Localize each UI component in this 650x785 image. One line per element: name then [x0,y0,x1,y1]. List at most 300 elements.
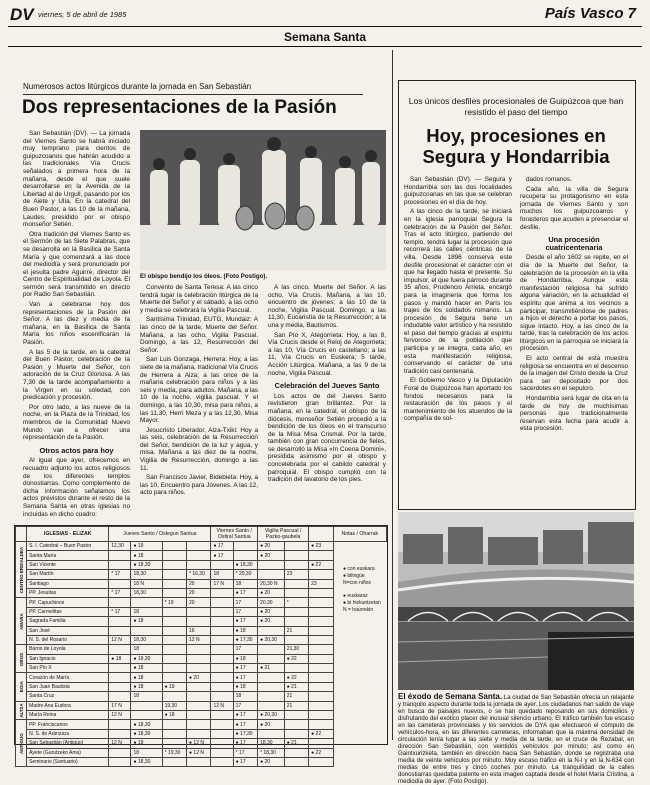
table-row [16,551,387,560]
schedule-cell [211,617,233,626]
church-name: PP. Franciscanos [27,720,109,729]
schedule-cell: ● 19 [131,739,162,748]
church-name: María Reina [27,711,109,720]
schedule-cell: ● 22 [309,560,333,569]
church-name: S. I. Catedral – Buen Pastor [27,542,109,551]
schedule-cell: 12 N [109,739,131,748]
church-name: San Pío X [27,664,109,673]
schedule-cell [211,692,233,701]
subheading: Una procesión cuatricentenaria [545,235,603,252]
schedule-cell: 12 N [211,701,233,710]
schedule-cell [162,570,186,579]
schedule-cell: ● 20 [258,542,285,551]
schedule-cell: 18,30 [131,570,162,579]
schedule-cell [309,692,333,701]
schedule-cell [162,542,186,551]
caption-lead: El éxodo de Semana Santa. [398,692,503,701]
schedule-cell [109,551,131,560]
schedule-cell [109,664,131,673]
church-name: San Ignacio [27,654,109,663]
schedule-cell: ● 17 [233,673,257,682]
schedule-cell [109,729,131,738]
page-header [0,0,650,44]
table-row [16,729,387,738]
schedule-cell [162,588,186,597]
schedule-cell [309,617,333,626]
schedule-cell: 18 [131,645,162,654]
table-row [16,617,387,626]
paragraph: dados romanos. [526,176,572,183]
schedule-cell: ● 18,30 [131,757,162,766]
church-name: Corazón de María [27,673,109,682]
zone-label: EGIA [16,673,27,701]
note: N = haurrekin [343,607,374,613]
table-row [16,654,387,663]
schedule-cell [211,607,233,616]
header-thursday: Jueves Santo / Ostegun Santua [109,527,211,542]
table-row [16,720,387,729]
caption-text: La ciudad de San Sebastián ofrecía un relajante y tranquilo aspecto durante toda la jornada de ayer. Los ciudadanos han salido de viaje en busca de paisajes nuevos, o se han quedado reposando en sus domicilios y disfrutando del exótico placer del inusual silencio urbano. El tráfico también fue escaso en las carreteras provinciales y los servicios de DYA que efectuaron el cómputo de vehículos-hora, en las diferentes carreteras, informaban que la máxima densidad de circulación tenía lugar a las siete y media de la tarde, en el cruce de Rezabal, en dirección San Sebastián, con veintidós vehículos por minuto; así como en Gaintxurizketa, también en dirección hacia San Sebastián, donde se registraba una media de veinte vehículos por minuto. Muy escaso tráfico en la N-I y en la N-634 con medias de entre tres y cinco coches por minuto. La tranquilidad de la calles donostiarras quedaba patente en esta imagen captada desde el hotel María Cristina, a mediodía de ayer. (Foto Postigo). [398,694,634,785]
header-notes: Notas / Oharrak [333,527,386,542]
table-row [16,626,387,635]
schedule-cell: 20 [187,598,211,607]
schedule-cell [162,579,186,588]
schedule-cell [211,757,233,766]
schedule-cell: 12,30 [109,542,131,551]
schedule-cell [309,626,333,635]
schedule-cell [187,617,211,626]
schedule-cell [187,607,211,616]
paragraph: A las 5 de la tarde, en la catedral del Buen Pastor, celebración de la Pasión y Muerte del Señor, con adoración de la Cruz Gloriosa. A las 7,30 de la tarde acompañamiento a la Virgen en su soledad, con predicación y procesión. [23,348,130,402]
schedule-cell [109,757,131,766]
note: ● bi hizkuntzetan [343,600,381,606]
church-name: N. S. de Aránzazu [27,729,109,738]
schedule-cell [187,664,211,673]
church-name: PP. Jesuitas [27,588,109,597]
left-column-2 [140,284,258,524]
schedule-cell: ● 12 N [187,748,211,757]
schedule-cell: 12 N [187,635,211,644]
city-photo [398,512,634,690]
schedule-cell [211,739,233,748]
schedule-cell: ● 20 [187,673,211,682]
note: N=con niños [343,580,371,586]
schedule-cell [162,626,186,635]
schedule-cell [284,607,308,616]
paragraph: El Gobierno Vasco y la Diputación Foral de Guipúzcoa han aportado los fondos necesarios para la restauración de los pasos y el mantenimiento de los atuendos de la compañía de sol- [404,377,512,423]
schedule-cell [162,729,186,738]
schedule-cell [109,626,131,635]
schedule-cell: 20,30 N [258,579,285,588]
left-title: Dos representaciones de la Pasión [22,97,337,118]
schedule-table [15,526,387,767]
schedule-cell: 18,30 [131,635,162,644]
column-divider [392,50,393,740]
table-row [16,739,387,748]
schedule-cell [109,673,131,682]
schedule-cell: ● 18 [131,617,162,626]
note: ● bilingüe [343,573,365,579]
schedule-cell [258,560,285,569]
subheading: Otros actos para hoy [39,445,114,455]
schedule-cell [162,635,186,644]
schedule-cell [284,757,308,766]
schedule-cell [284,664,308,673]
paragraph: Cada año, la villa de Segura recupera su protagonismo en esta jornada de Viernes Santo y son muchos los guipuzcoanos y forasteros que acuden a presenciar el desfile. [520,185,628,231]
paragraph: San Pío X, Ategorrieta: Hoy, a las 8, Vía Crucis desde el Reloj de Ategorrieta; a las 10, Vía Crucis en castellano; a las 11, Vía Crucis en Euskera; 5 tarde, Acción Litúrgica. Mañana, a las 9 de la noche, Vigilia Pascual. [268,331,386,377]
schedule-cell [187,757,211,766]
schedule-cell: ● 17,30 [233,729,257,738]
schedule-cell: 17 [233,607,257,616]
church-name: Sagrada Familia [27,617,109,626]
header-rule [8,26,642,27]
schedule-cell [258,729,285,738]
schedule-cell: ● 17 [233,757,257,766]
schedule-cell [309,673,333,682]
church-name: PP. Carmelitas [27,607,109,616]
church-name: San Sebastián (Antiguo) [27,739,109,748]
schedule-cell [284,588,308,597]
note: ● con euskara [343,566,375,572]
church-name: Ayete (Gurutzeko Ama) [27,748,109,757]
table-row [16,542,387,551]
schedule-cell [284,729,308,738]
paragraph: San Francisco Javier, Bidebieta: Hoy, a las 10, Encuentro para Jóvenes. A las 12, acto para niños. [140,474,258,497]
schedule-cell [211,645,233,654]
schedule-cell [162,720,186,729]
schedule-cell: * 16,30 [187,570,211,579]
schedule-cell: ● 17 [233,711,257,720]
schedule-cell [211,598,233,607]
schedule-cell: 17 N [211,579,233,588]
schedule-cell [309,664,333,673]
schedule-cell: * 19,30 [162,748,186,757]
schedule-cell: ● 20 [258,720,285,729]
schedule-cell: ● 17 [233,617,257,626]
schedule-cell: ● 18,30 [131,720,162,729]
schedule-cell: 19,30 [162,701,186,710]
schedule-cell [309,570,333,579]
schedule-cell [309,682,333,691]
paragraph: El acto central de esta muestra religiosa se encuentra en el descenso de la imagen del Cristo desde la Cruz para ser depositado por dos sacerdotes en el sepulcro. [520,355,628,393]
schedule-cell: 20 [187,588,211,597]
schedule-cell: ● 17 [211,542,233,551]
note: ● euskaraz [343,593,368,599]
schedule-cell [109,720,131,729]
schedule-cell: 12 N [109,635,131,644]
paragraph: Hondarribia será lugar de cita en la tarde de hoy de muchísimas personas que tradicionalmente reservan esta fecha para acudir a esta procesión. [520,395,628,433]
schedule-cell [284,720,308,729]
church-name: San Vicente [27,560,109,569]
schedule-cell [162,551,186,560]
schedule-box [14,525,388,766]
schedule-cell: 21,30 [284,645,308,654]
schedule-cell [233,542,257,551]
band-rule [8,46,642,47]
schedule-cell: ● 17 [233,739,257,748]
schedule-cell: ● 17,30 [233,635,257,644]
schedule-cell [309,739,333,748]
schedule-cell: ● 21 [284,739,308,748]
schedule-cell [211,673,233,682]
schedule-cell [211,560,233,569]
table-row [16,635,387,644]
right-title [404,125,628,167]
zone-header [16,527,27,542]
schedule-cell [284,560,308,569]
table-row [16,682,387,691]
schedule-cell [187,729,211,738]
schedule-cell [211,588,233,597]
paragraph: Convento de Santa Teresa: A las cinco tendrá lugar la celebración litúrgica de la Muerte del Señor y el sábado, a las ocho y media se celebrará la Vigilia Pascual. [140,284,258,314]
schedule-cell: 20 [187,579,211,588]
schedule-cell [187,720,211,729]
table-row [16,598,387,607]
schedule-cell [284,748,308,757]
bishop-photo-caption: El obispo bendijo los óleos. (Foto Postigo). [140,273,268,280]
header-friday: Viernes Santo / Ostiral Santua [211,527,258,542]
zone-label: GROS [16,645,27,673]
schedule-cell [162,560,186,569]
schedule-cell: ● 12 N [187,739,211,748]
paragraph: San Sebastián (DV). — La jornada del Viernes Santo se habrá iniciado muy temprano para cientos de guipuzcoanos que habrán acudido a las tradicionales Vía Crucis señalados a primera hora de la mañana, desde el que suele desarrollarse en la Avenida de la Libertad al de Urgull, pasando por los de Aiete y Ulía. En la catedral del Buen Pastor, a las 10 de la mañana, Laudes, presidido por el obispo monseñor Setién. [23,130,130,229]
schedule-cell: * 20,30 [233,570,257,579]
schedule-cell: 18 [233,692,257,701]
schedule-cell: 20,30 [258,598,285,607]
schedule-cell [309,701,333,710]
church-name: Santiago [27,579,109,588]
table-row [16,579,387,588]
schedule-cell [309,598,333,607]
schedule-cell [211,682,233,691]
schedule-cell [187,551,211,560]
schedule-cell [211,748,233,757]
schedule-cell [109,560,131,569]
header-vigil: Vigilia Pascual / Pazko-gaubela [258,527,309,542]
schedule-cell: ● 22 [284,673,308,682]
left-column-3 [268,284,386,524]
table-row [16,701,387,710]
schedule-cell [162,757,186,766]
table-row [16,757,387,766]
right-column-2 [520,176,628,504]
schedule-cell: ● 18,30 [131,560,162,569]
schedule-cell: ● 18 [233,626,257,635]
schedule-cell [284,551,308,560]
schedule-cell [162,607,186,616]
left-kicker: Numerosos actos litúrgicos durante la jornada en San Sebastián [23,82,252,91]
schedule-cell [233,551,257,560]
zone-label: AMARA [16,598,27,645]
schedule-cell: ● 20,30 [258,711,285,720]
schedule-cell: ● 21 [284,682,308,691]
schedule-cell: ● 18,30 [233,560,257,569]
schedule-cell: * 17 [233,748,257,757]
schedule-cell [258,654,285,663]
right-column-1 [404,176,512,504]
schedule-cell: ● 18,30 [131,729,162,738]
table-row [16,664,387,673]
schedule-cell [309,654,333,663]
schedule-cell: 18,30 [131,588,162,597]
schedule-cell [258,701,285,710]
paragraph: Jesucristo Liberador, Alza-Txiki: Hoy a las seis, celebración de la Resurrección del Señor, bendición de la luz y agua, y misa. Mañana a las diez de la noche, Vigilia de Resurrección, domingo a las 11. [140,426,258,472]
schedule-cell [309,635,333,644]
schedule-cell: ● 20 [258,607,285,616]
schedule-cell: 16 [187,626,211,635]
schedule-cell: 18 [233,579,257,588]
schedule-cell: ● 18 [131,673,162,682]
paragraph: Santísima Trinidad, EUTG, Mundaiz: A las cinco de la tarde, Muerte del Señor. Mañana, a las ocho, Vigilia Pascual. Domingo, a las 12, Resurrección del Señor. [140,316,258,354]
schedule-cell [211,729,233,738]
schedule-cell: * 17 [109,588,131,597]
schedule-cell [309,588,333,597]
schedule-cell: ● 17 [233,664,257,673]
schedule-cell: ● 18 [233,682,257,691]
church-name: PP. Capuchinos [27,598,109,607]
schedule-cell: 12 N [109,711,131,720]
church-name: N. S. del Rosario [27,635,109,644]
paragraph: Los actos de del Jueves Santo revistieron gran brillantez. Por la mañana, en la catedral, el obispo de la diócesis, monseñor Setién procedió a la bendición de los óleos en el transcurso de la Misa Misa Crismal. Por la tarde, también con gran concurrencia de fieles, se desarrolló la Misa «In Coena Domini», presidida asimismo por el obispo y concelebrada por el cabildo catedral y parroquial. El obispo cumplió con la tradición del lavatorio de los pies. [268,392,386,484]
zone-label: ALTZA [16,701,27,720]
schedule-cell: ● 19 [131,542,162,551]
table-row [16,560,387,569]
schedule-cell: ● 20 [258,757,285,766]
left-kicker-rule [23,94,363,95]
schedule-cell [284,542,308,551]
schedule-cell: ● 20,30 [258,635,285,644]
schedule-cell [109,598,131,607]
schedule-cell [309,645,333,654]
paragraph: San Sebastián (DV). — Segura y Hondarribia son las dos localidades guipuzcoanas en las que se celebran procesiones en el día de hoy. [404,176,512,206]
schedule-cell: ● 18 [131,682,162,691]
schedule-cell: 23 [309,579,333,588]
right-title-line-1: Hoy, procesiones en [426,125,606,146]
schedule-cell [258,692,285,701]
schedule-cell: 21 [284,692,308,701]
schedule-cell [284,635,308,644]
paragraph: A las cinco, Muerte del Señor. A las ocho, Vía Crucis. Mañana, a las 10, encuentro de jóvenes; a las 10 de la noche, Vigilia Pascual. Domingo, a las 11,30, Eucaristía de la Resurrección; a la una y media, Bautismos. [268,284,386,329]
schedule-cell: 18 [131,748,162,757]
church-name: Santa María [27,551,109,560]
schedule-cell: * 17 [109,607,131,616]
schedule-cell [131,598,162,607]
schedule-cell [187,645,211,654]
schedule-cell: ● 17 [211,551,233,560]
header-extra [309,527,333,542]
schedule-cell [258,570,285,579]
schedule-cell: ● 20 [258,617,285,626]
schedule-cell: ● 22 [309,729,333,738]
schedule-cell [258,645,285,654]
church-name: San José [27,626,109,635]
section-band: Semana Santa [283,30,367,44]
schedule-cell [211,635,233,644]
schedule-cell: ● 17 [233,588,257,597]
schedule-cell [309,720,333,729]
schedule-cell: ● 20 [258,551,285,560]
schedule-cell [211,720,233,729]
schedule-cell: 23 [284,570,308,579]
schedule-cell [284,711,308,720]
right-title-line-2: Segura y Hondarribia [422,146,610,167]
schedule-cell [258,673,285,682]
paragraph: A las cinco de la tarde, se iniciará en la iglesia parroquial Segura la celebración de la Pasión del Señor. Tras el acto litúrgico, partiendo del templo, tendrá lugar la procesión que recorrerá las calles céntricas de la villa. Desde 1896 conserva este desfile procesional el carácter con el que ha llegado hasta el presente. Su impulsor, el que fuera párroco durante 35 años, Prudencio Arrieta, encargó para la imaginería que forma los pasos y mandó hacer en París los trajes de los soldados romanos. La procesión de Segura tiene un indudable valor artístico y ha resistido el paso del tiempo gracias al espíritu fervoroso de la población que participa y se integra, cada año, en esta manifestación religiosa, conservando el carácter de una tradición casi centenaria. [404,208,512,375]
schedule-cell: ● 22 [284,654,308,663]
schedule-cell [309,551,333,560]
paragraph: San Luis Gonzaga, Herrera: Hoy, a las siete de la mañana, tradicional Vía Crucis de Herrera a Aiza; a las once de la mañana celebración para niños y a las seis y media, para adultos. Mañana, a las 10 de la noche, vigilia pascual. Y el domingo, a las 10,30, misa para niños, a las 11,30, Herri Meza y a las 12,30, Misa Mayor. [140,356,258,425]
schedule-cell: ● 18 [131,664,162,673]
schedule-cell: ● 21 [258,664,285,673]
right-kicker: Los únicos desfiles procesionales de Guipúzcoa que han resistido el paso del tiempo [408,96,624,117]
schedule-cell [211,626,233,635]
schedule-cell [187,701,211,710]
schedule-notes [343,566,387,614]
schedule-cell: * 17 [109,570,131,579]
table-row [16,692,387,701]
city-photo-caption [398,692,634,785]
schedule-cell [211,664,233,673]
schedule-cell [162,654,186,663]
schedule-cell [162,739,186,748]
table-row [16,711,387,720]
schedule-cell: 17 [233,701,257,710]
table-row [16,645,387,654]
section-title: País Vasco 7 [544,5,636,22]
schedule-cell [211,654,233,663]
paragraph: Otra tradición del Viernes Santo es el Sermón de las Siete Palabras, que se desarrolla en la Basílica de Santa María y que comenzará a las doce del mediodía y será pronunciado por el jesuita padre Aguirre, director del Centro de Espiritualidad de Loyola. El sermón será transmitido en directo por Radio San Sebastián. [23,230,130,299]
schedule-cell [109,682,131,691]
schedule-cell [187,542,211,551]
schedule-cell [109,692,131,701]
schedule-cell: ● 18 [109,654,131,663]
schedule-cell: * 19 [162,598,186,607]
bishop-photo [140,130,386,270]
table-row [16,607,387,616]
paragraph: Van a celebrarse hoy dos representaciones de la Pasión del Señor. A las diez y media de la mañana, en la Basílica de Santa María los niños escenificarán la Pasión. [23,301,130,347]
schedule-cell: 18 [131,607,162,616]
zone-label: ANTIGUO [16,720,27,767]
schedule-cell: 17 N [109,701,131,710]
church-name: Barrio de Loyola [27,645,109,654]
schedule-cell: 18 N [131,579,162,588]
header-churches: IGLESIAS - ELIZAK [27,527,109,542]
schedule-cell [109,617,131,626]
schedule-cell [162,645,186,654]
schedule-cell [109,748,131,757]
schedule-cell: 18,30 [258,739,285,748]
schedule-cell: 17 [233,598,257,607]
schedule-cell: 21 [284,626,308,635]
schedule-cell [162,617,186,626]
schedule-cell: ● 18 [162,711,186,720]
schedule-cell [284,617,308,626]
schedule-cell [258,626,285,635]
schedule-cell: ● 18 [131,551,162,560]
church-name: Santa Cruz [27,692,109,701]
schedule-cell [309,711,333,720]
table-row [16,673,387,682]
schedule-cell: * [284,598,308,607]
schedule-cell [162,692,186,701]
schedule-cell [131,626,162,635]
schedule-cell: ● 20 [258,588,285,597]
schedule-cell [131,701,162,710]
schedule-cell: ● 17 [233,720,257,729]
paragraph: Por otro lado, a las nueve de la noche, en la Plaza de la Trinidad, los miembros de la Comunidad Nuevo Mundo van a ofrecer una representación de la Pasión. [23,403,130,442]
schedule-cell [109,579,131,588]
schedule-cell: ● 22 [309,748,333,757]
